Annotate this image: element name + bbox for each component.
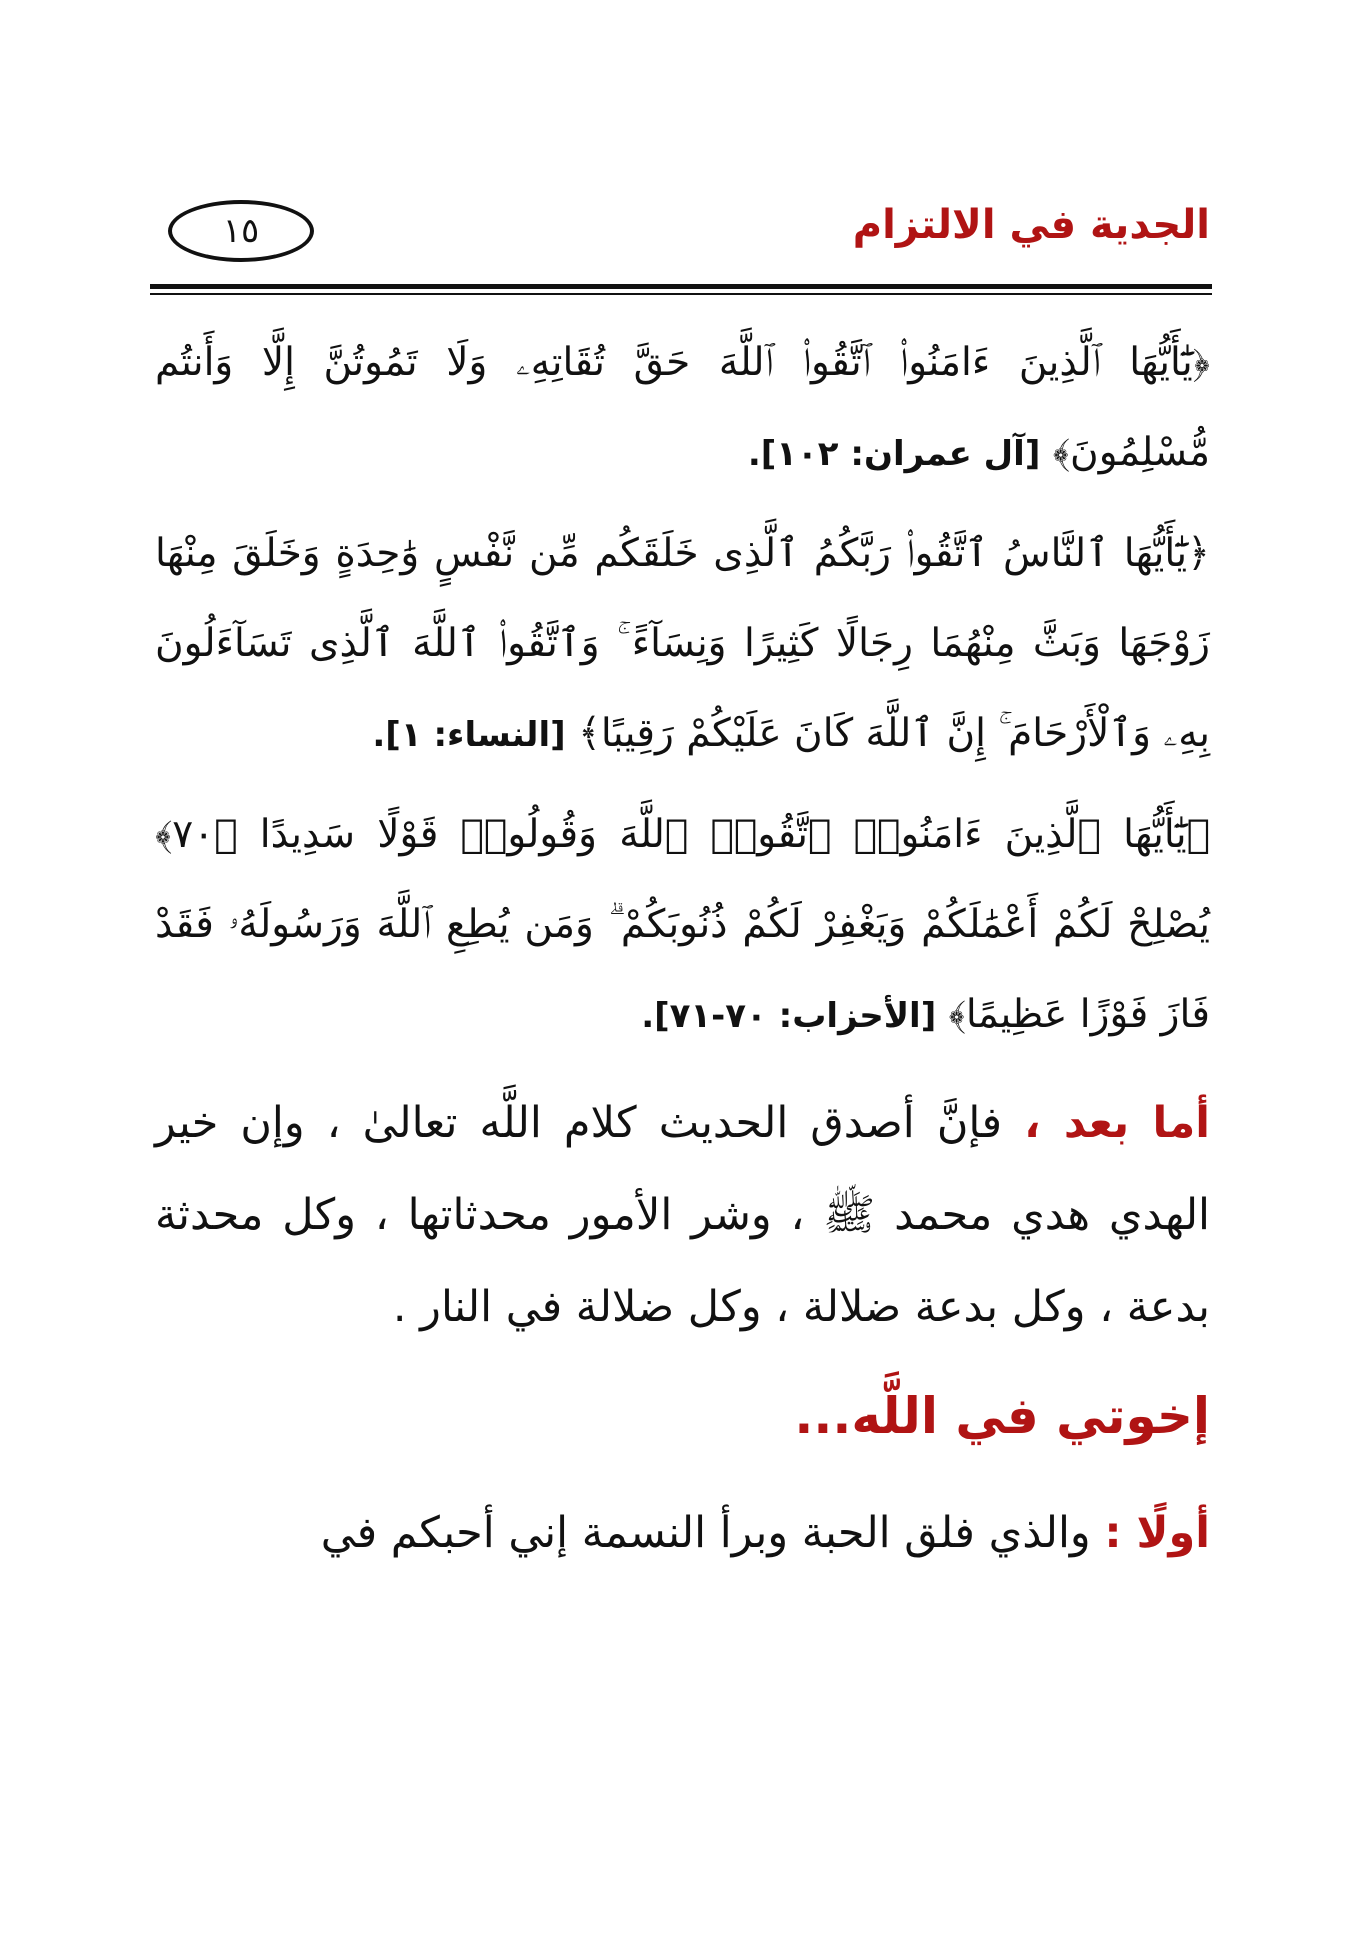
first-point-paragraph (155, 1487, 1210, 1579)
header-rule-thin (150, 293, 1212, 295)
verse-text: ﴿يَٰٓأَيُّهَا ٱلَّذِينَ ءَامَنُوا۟ ٱتَّقُوا۟ ٱللَّهَ حَقَّ تُقَاتِهِۦ وَلَا تَمُوتُنَّ إِلَّا وَأَنتُم مُّسْلِمُونَ﴾ (155, 340, 1210, 475)
intro-paragraph (155, 1077, 1210, 1353)
verse-reference: [الأحزاب: ٧٠-٧١]. (641, 996, 937, 1036)
section-subheading: إخوتي في اللَّه... (794, 1387, 1210, 1445)
verse-block-1 (155, 318, 1210, 499)
page-number: ١٥ (222, 211, 260, 251)
verse-text: ﴿يَٰٓأَيُّهَا ٱلنَّاسُ ٱتَّقُوا۟ رَبَّكُمُ ٱلَّذِى خَلَقَكُم مِّن نَّفْسٍ وَٰحِدَةٍ وَخَلَقَ مِنْهَا زَوْجَهَا وَبَثَّ مِنْهُمَا رِجَالًا كَثِيرًا وَنِسَآءً ۚ وَٱتَّقُوا۟ ٱللَّهَ ٱلَّذِى تَسَآءَلُونَ بِهِۦ وَٱلْأَرْحَامَ ۚ إِنَّ ٱللَّهَ كَانَ عَلَيْكُمْ رَقِيبًا﴾ (155, 531, 1210, 756)
header-rule-thick (150, 284, 1212, 289)
page-number-oval (168, 200, 314, 262)
page-header (150, 196, 1210, 276)
verse-block-2 (155, 509, 1210, 780)
first-point-lead: أولًا : (1104, 1508, 1210, 1558)
verse-block-3 (155, 790, 1210, 1061)
running-title: الجدية في الالتزام (852, 202, 1210, 248)
verse-text: ﴿يَٰٓأَيُّهَا ٱلَّذِينَ ءَامَنُوا۟ ٱتَّقُوا۟ ٱللَّهَ وَقُولُوا۟ قَوْلًا سَدِيدًا ﴿٧٠﴾ يُصْلِحْ لَكُمْ أَعْمَٰلَكُمْ وَيَغْفِرْ لَكُمْ ذُنُوبَكُمْ ۗ وَمَن يُطِعِ ٱللَّهَ وَرَسُولَهُۥ فَقَدْ فَازَ فَوْزًا عَظِيمًا﴾ (155, 812, 1210, 1037)
intro-lead: أما بعد ، (1024, 1098, 1211, 1148)
first-point-text: والذي فلق الحبة وبرأ النسمة إني أحبكم في (320, 1508, 1091, 1558)
page-body (155, 318, 1210, 1579)
intro-text: فإنَّ أصدق الحديث كلام اللَّه تعالىٰ ، وإن خير الهدي هدي محمد ﷺ ، وشر الأمور محدثاتها ، وكل محدثة بدعة ، وكل بدعة ضلالة ، وكل ضلالة في النار . (155, 1098, 1210, 1332)
verse-reference: [النساء: ١]. (372, 715, 566, 755)
verse-reference: [آل عمران: ١٠٢]. (747, 434, 1041, 474)
